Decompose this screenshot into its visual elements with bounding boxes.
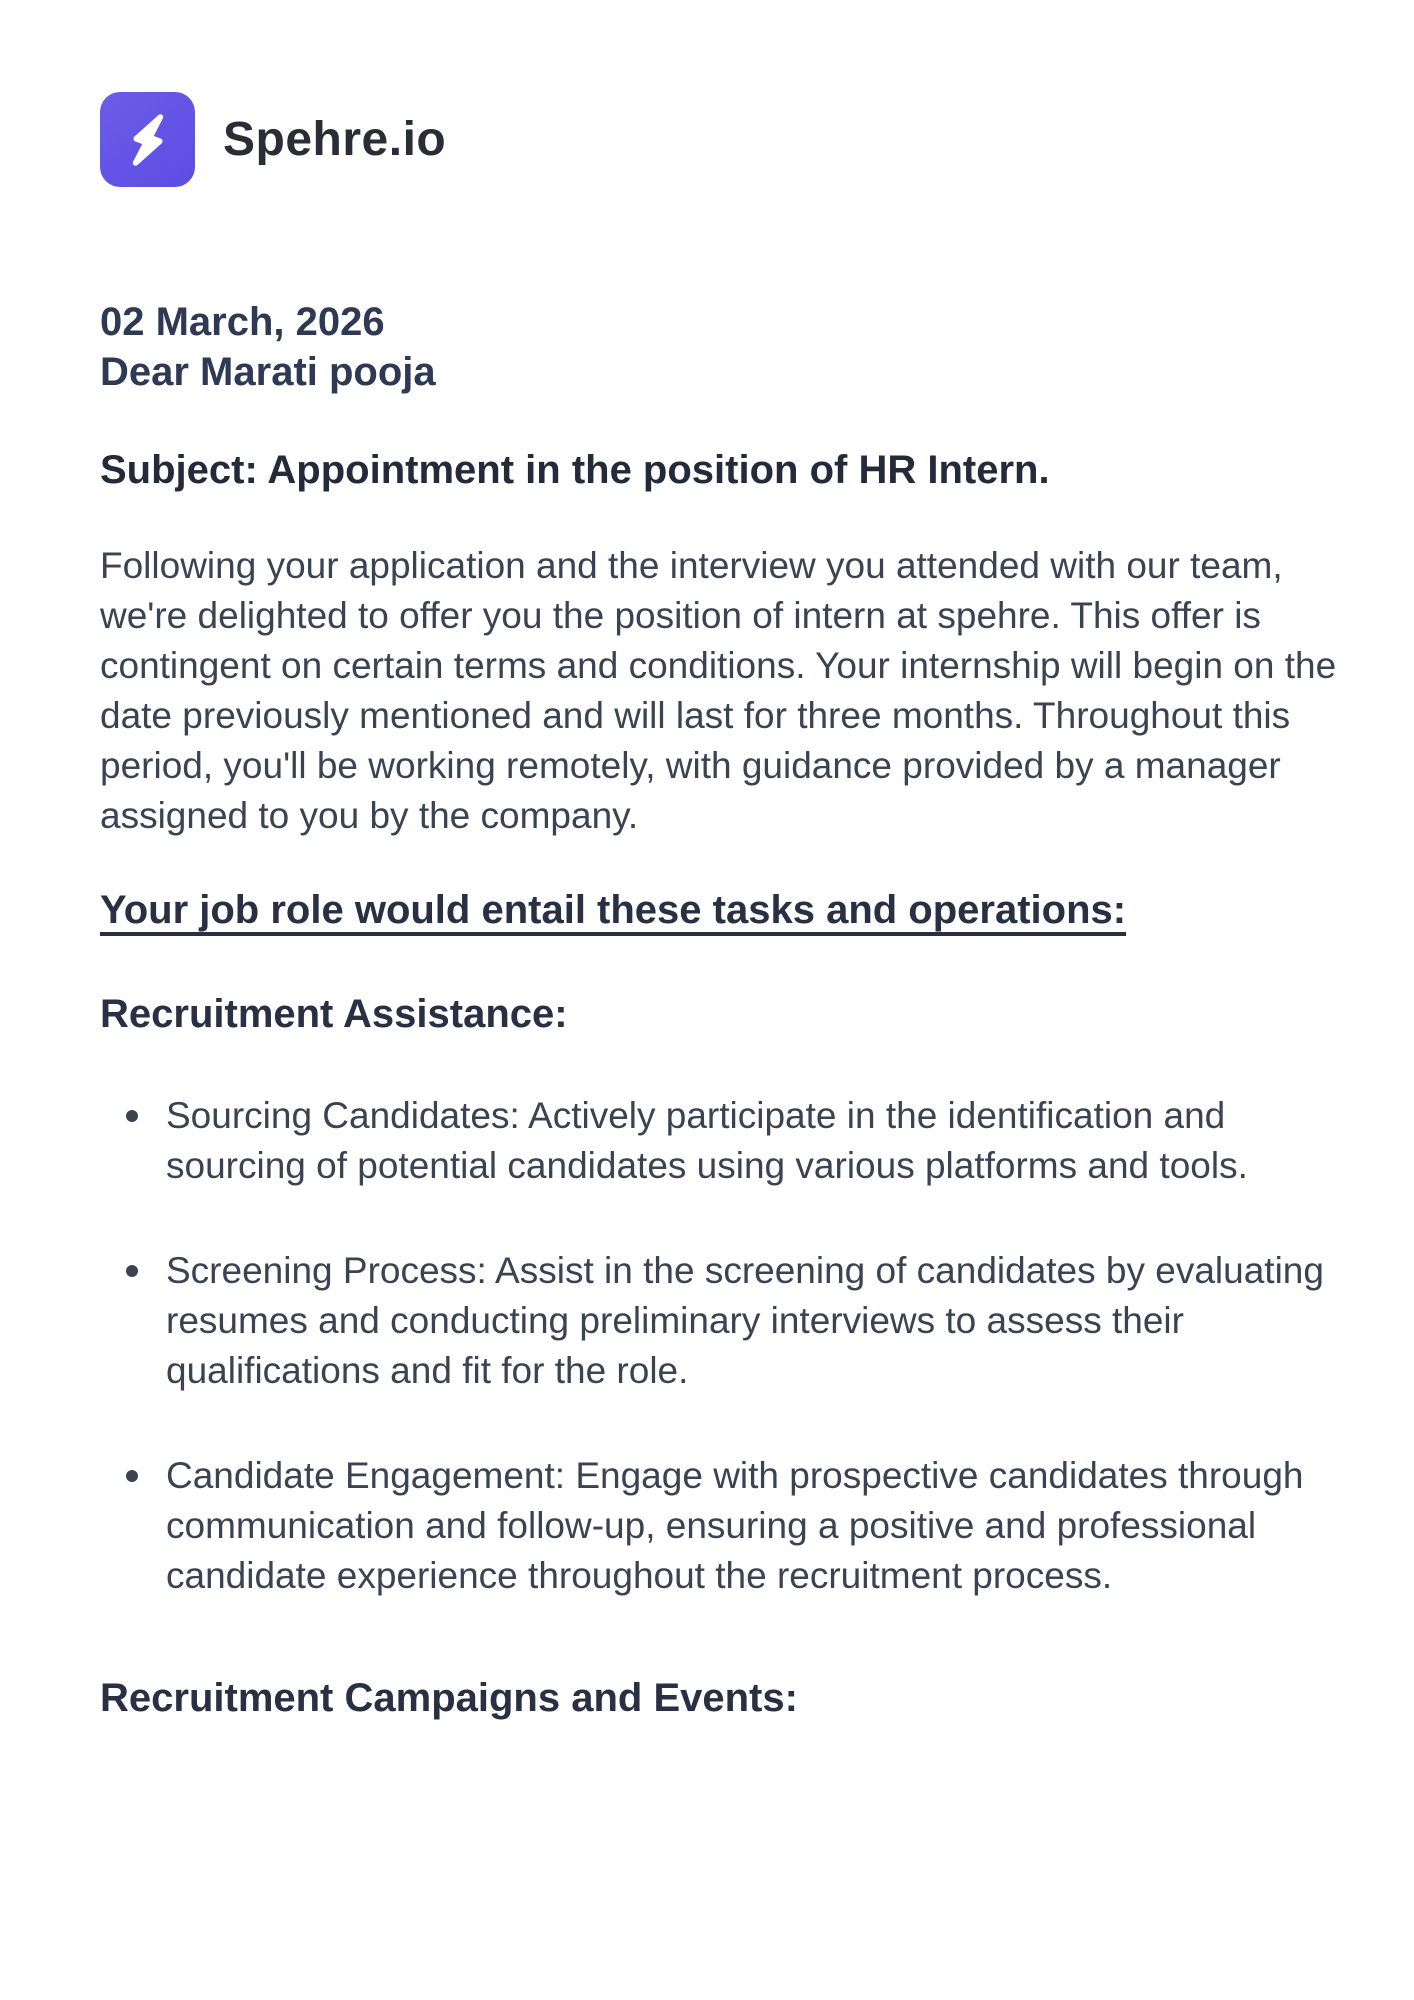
tasks-heading: Your job role would entail these tasks and operations:: [100, 888, 1127, 932]
brand-name: Spehre.io: [223, 113, 447, 166]
list-item-candidate-engagement: Candidate Engagement: Engage with prospective candidates through communication and follow-up, ensuring a positive and professional candidate experience throughout the recruitment process.: [166, 1451, 1344, 1601]
brand-header: [100, 92, 1344, 187]
letter-date: 02 March, 2026: [100, 300, 385, 344]
section-title-recruitment-campaigns: Recruitment Campaigns and Events:: [100, 1676, 798, 1720]
subject-line: Subject: Appointment in the position of HR Intern.: [100, 448, 1050, 492]
spehre-logo-icon: [100, 92, 195, 187]
list-item-sourcing-candidates: Sourcing Candidates: Actively participate in the identification and sourcing of potential candidates using various platforms and tools.: [166, 1091, 1344, 1191]
recruitment-assistance-list: [100, 1091, 1344, 1601]
date-block: [100, 297, 1344, 397]
intro-paragraph: Following your application and the interview you attended with our team, we're delighted to offer you the position of intern at spehre. This offer is contingent on certain terms and conditions. Your internship will begin on the date previously mentioned and will last for three months. Throughout this period, you'll be working remotely, with guidance provided by a manager assigned to you by the company.: [100, 545, 1337, 836]
list-item-screening-process: Screening Process: Assist in the screening of candidates by evaluating resumes and conducting preliminary interviews to assess their qualifications and fit for the role.: [166, 1246, 1344, 1396]
letter-greeting: Dear Marati pooja: [100, 350, 436, 394]
section-title-recruitment-assistance: Recruitment Assistance:: [100, 992, 568, 1036]
